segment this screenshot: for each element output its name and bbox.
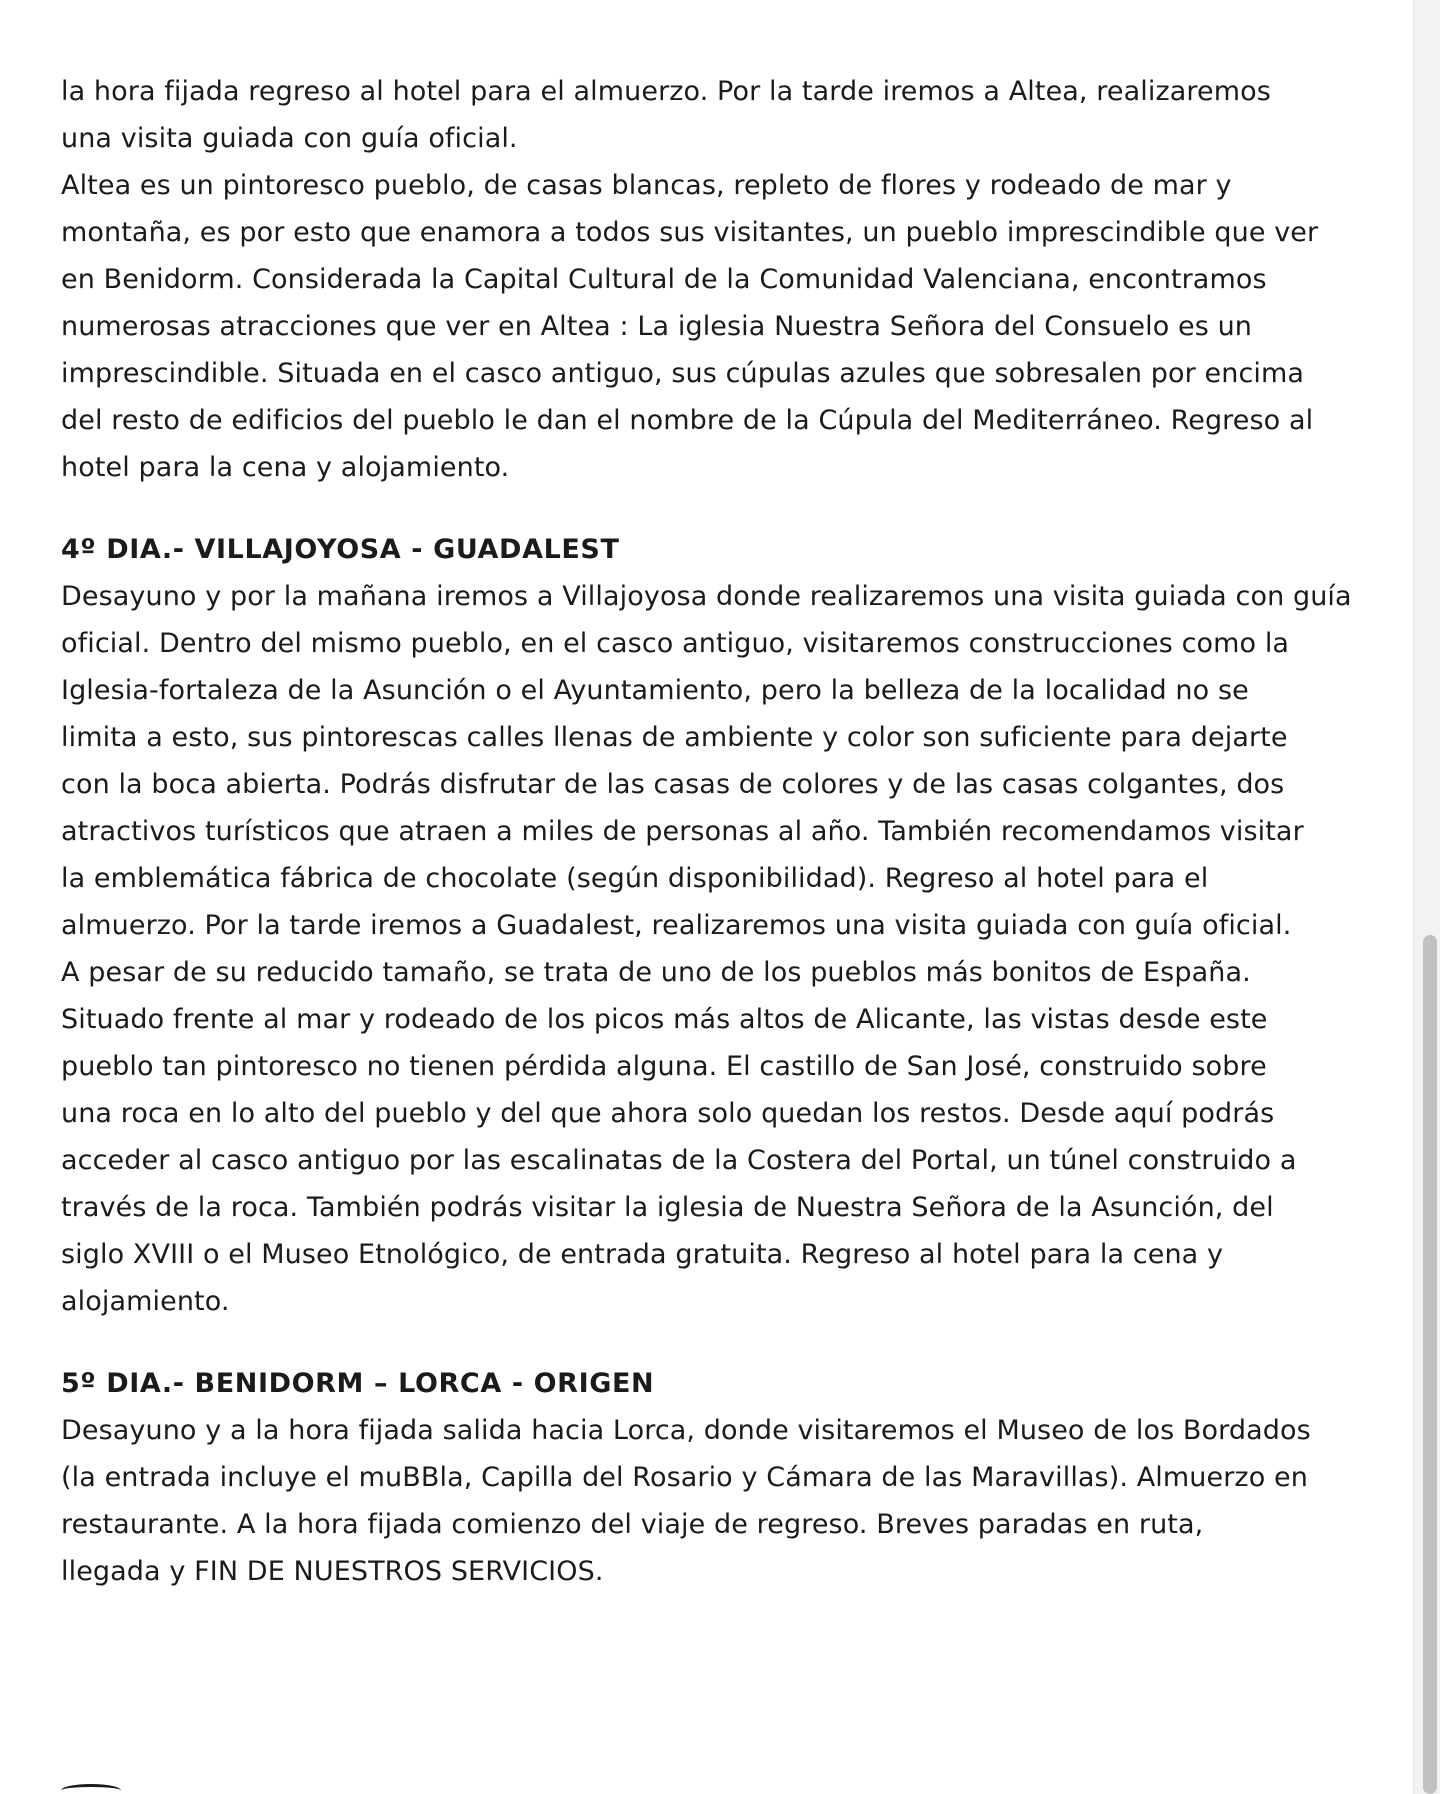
text-line: A pesar de su reducido tamaño, se trata de uno de los pueblos más bonitos de España.: [61, 957, 1251, 988]
intro-paragraph: [61, 68, 1323, 491]
text-line: la hora fijada regreso al hotel para el almuerzo. Por la tarde iremos a Altea, realizaremos: [61, 76, 1271, 107]
day4-section: [61, 526, 1352, 1325]
text-line: Altea es un pintoresco pueblo, de casas blancas, repleto de flores y rodeado de mar y: [61, 170, 1232, 201]
text-line: Iglesia-fortaleza de la Asunción o el Ayuntamiento, pero la belleza de la localidad no se: [61, 675, 1249, 706]
text-line: alojamiento.: [61, 1286, 230, 1317]
text-line: (la entrada incluye el muBBla, Capilla del Rosario y Cámara de las Maravillas). Almuerzo en: [61, 1462, 1308, 1493]
day4-heading: 4º DIA.- VILLAJOYOSA - GUADALEST: [61, 534, 620, 565]
text-line: acceder al casco antiguo por las escalinatas de la Costera del Portal, un túnel construido a: [61, 1145, 1297, 1176]
vertical-scrollbar[interactable]: [1413, 0, 1440, 1794]
text-line: en Benidorm. Considerada la Capital Cultural de la Comunidad Valenciana, encontramos: [61, 264, 1267, 295]
text-line: almuerzo. Por la tarde iremos a Guadalest, realizaremos una visita guiada con guía oficial.: [61, 910, 1292, 941]
text-line: oficial. Dentro del mismo pueblo, en el casco antiguo, visitaremos construcciones como la: [61, 628, 1290, 659]
text-line: Desayuno y por la mañana iremos a Villajoyosa donde realizaremos una visita guiada con guía: [61, 581, 1352, 612]
text-line: llegada y FIN DE NUESTROS SERVICIOS.: [61, 1556, 604, 1587]
clipped-next-line: [61, 1776, 381, 1794]
text-line: una roca en lo alto del pueblo y del que ahora solo quedan los restos. Desde aquí podrás: [61, 1098, 1275, 1129]
text-line: atractivos turísticos que atraen a miles de personas al año. También recomendamos visitar: [61, 816, 1304, 847]
text-line: Desayuno y a la hora fijada salida hacia Lorca, donde visitaremos el Museo de los Bordados: [61, 1415, 1311, 1446]
scrollbar-thumb[interactable]: [1423, 935, 1437, 1794]
text-line: con la boca abierta. Podrás disfrutar de las casas de colores y de las casas colgantes, dos: [61, 769, 1285, 800]
day5-heading: 5º DIA.- BENIDORM – LORCA - ORIGEN: [61, 1368, 655, 1399]
text-line: limita a esto, sus pintorescas calles llenas de ambiente y color son suficiente para dejarte: [61, 722, 1288, 753]
text-line: del resto de edificios del pueblo le dan el nombre de la Cúpula del Mediterráneo. Regreso al: [61, 405, 1314, 436]
text-line: montaña, es por esto que enamora a todos sus visitantes, un pueblo imprescindible que ver: [61, 217, 1319, 248]
text-line: la emblemática fábrica de chocolate (según disponibilidad). Regreso al hotel para el: [61, 863, 1209, 894]
text-line: pueblo tan pintoresco no tienen pérdida alguna. El castillo de San José, construido sobre: [61, 1051, 1267, 1082]
text-line: restaurante. A la hora fijada comienzo del viaje de regreso. Breves paradas en ruta,: [61, 1509, 1204, 1540]
text-line: siglo XVIII o el Museo Etnológico, de entrada gratuita. Regreso al hotel para la cena y: [61, 1239, 1224, 1270]
text-line: Situado frente al mar y rodeado de los picos más altos de Alicante, las vistas desde este: [61, 1004, 1268, 1035]
text-line: una visita guiada con guía oficial.: [61, 123, 518, 154]
section-gap: [61, 491, 1323, 526]
section-gap: [61, 1325, 1323, 1360]
text-line: imprescindible. Situada en el casco antiguo, sus cúpulas azules que sobresalen por encima: [61, 358, 1305, 389]
document-body: [61, 68, 1352, 1595]
text-line: través de la roca. También podrás visitar la iglesia de Nuestra Señora de la Asunción, del: [61, 1192, 1274, 1223]
text-line: numerosas atracciones que ver en Altea : La iglesia Nuestra Señora del Consuelo es un: [61, 311, 1253, 342]
text-line: hotel para la cena y alojamiento.: [61, 452, 510, 483]
day5-section: [61, 1360, 1323, 1595]
